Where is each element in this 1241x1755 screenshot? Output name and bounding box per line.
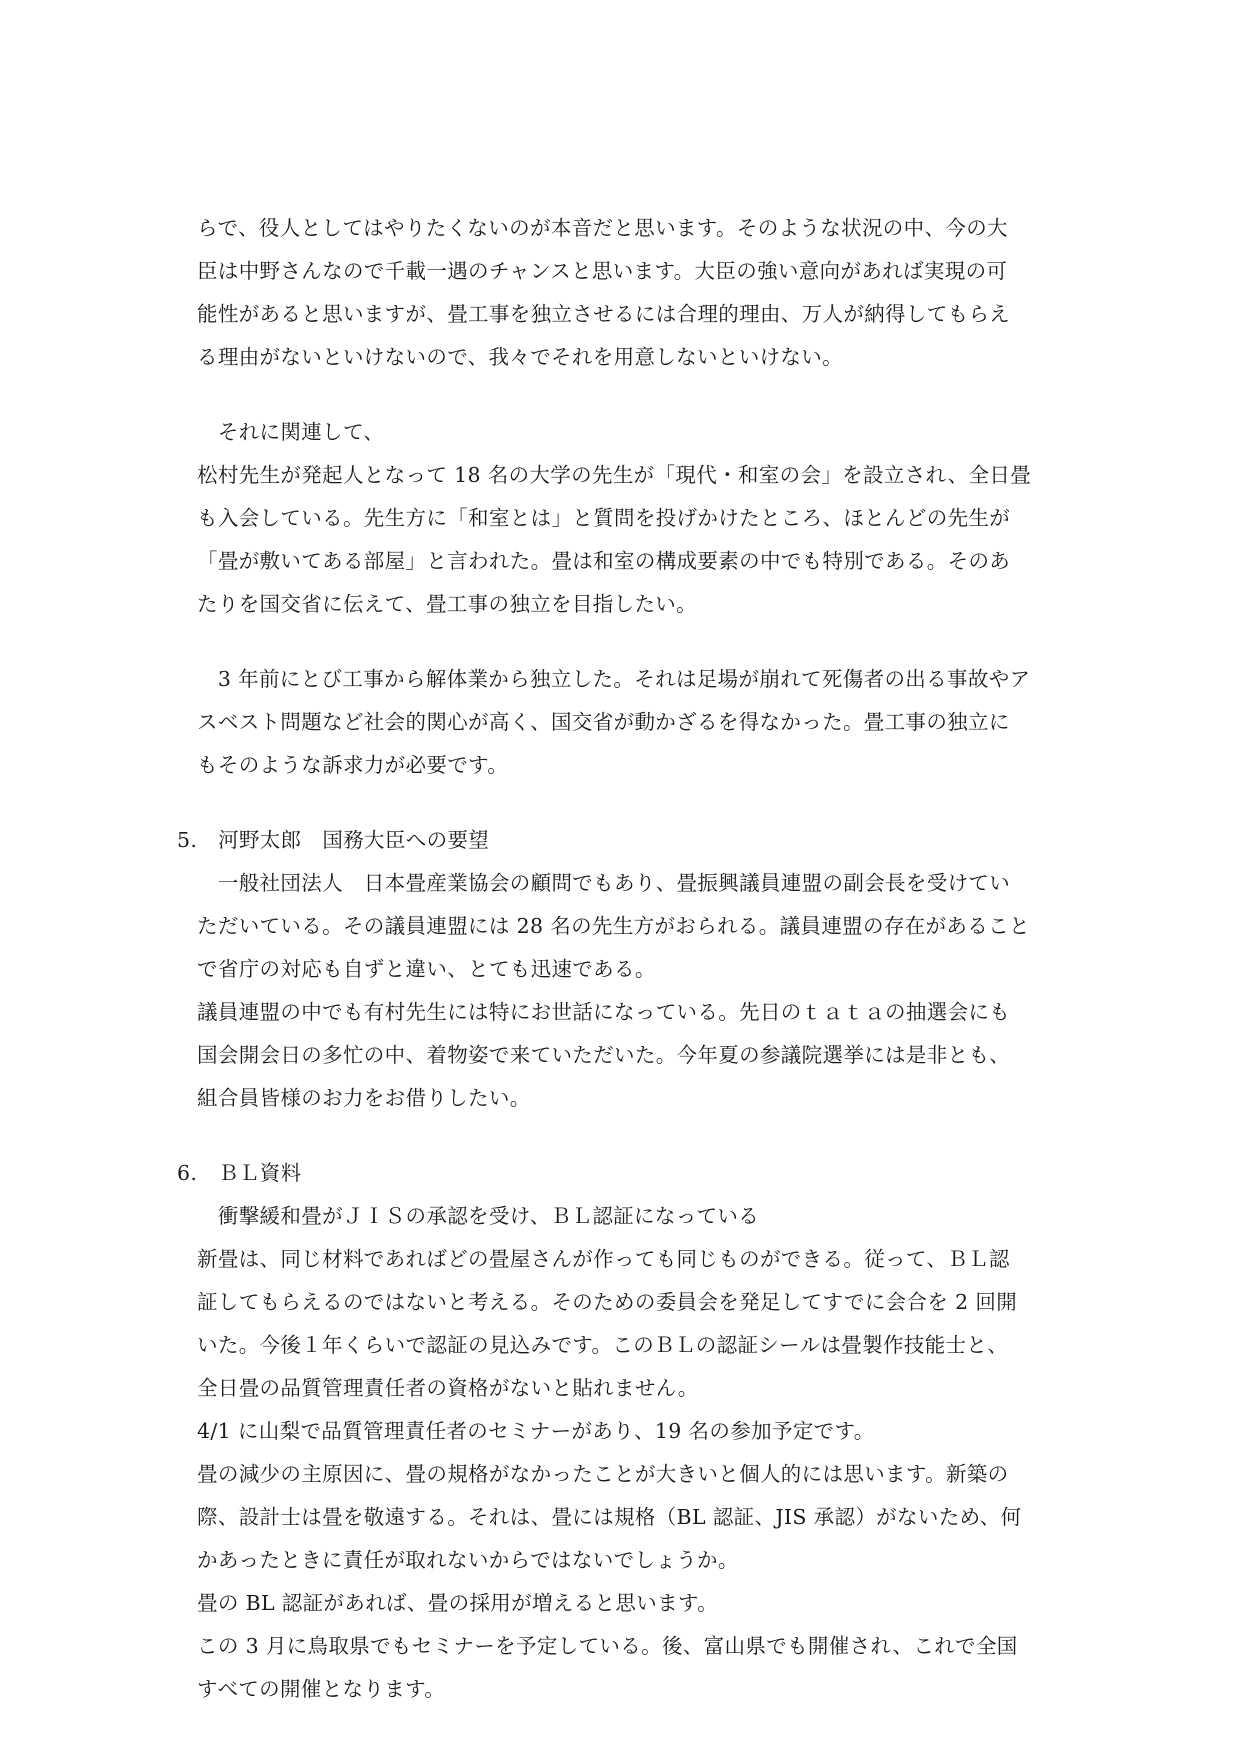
paragraph-2-line-4: 「畳が敷いてある部屋」と言われた。畳は和室の構成要素の中でも特別である。そのあ <box>197 549 1011 573</box>
section-6-line-12: すべての開催となります。 <box>197 1677 446 1701</box>
section-6-line-11: この 3 月に鳥取県でもセミナーを予定している。後、富山県でも開催され、これで全国 <box>197 1634 1018 1658</box>
paragraph-3-line-2: スベスト問題など社会的関心が高く、国交省が動かざるを得なかった。畳工事の独立に <box>197 710 1010 734</box>
section-6-line-5: 全日畳の品質管理責任者の資格がないと貼れません。 <box>197 1376 699 1400</box>
section-6-line-4: いた。今後１年くらいで認証の見込みです。このＢＬの認証シールは畳製作技能士と、 <box>197 1333 1009 1357</box>
section-5-line-6: 組合員皆様のお力をお借りしたい。 <box>197 1086 531 1110</box>
paragraph-1-line-1: らで、役人としてはやりたくないのが本音だと思います。そのような状況の中、今の大 <box>197 216 1008 240</box>
section-6-line-6: 4/1 に山梨で品質管理責任者のセミナーがあり、19 名の参加予定です。 <box>197 1419 875 1443</box>
paragraph-2-line-5: たりを国交省に伝えて、畳工事の独立を目指したい。 <box>197 592 697 616</box>
paragraph-2-line-2: 松村先生が発起人となって 18 名の大学の先生が「現代・和室の会」を設立され、全日畳 <box>197 463 1032 487</box>
section-5-heading: 5. 河野太郎 国務大臣への要望 <box>177 828 490 852</box>
paragraph-3-line-1: 3 年前にとび工事から解体業から独立した。それは足場が崩れて死傷者の出る事故やア <box>197 667 1031 691</box>
paragraph-1-line-2: 臣は中野さんなので千載一遇のチャンスと思います。大臣の強い意向があれば実現の可 <box>197 259 1008 283</box>
section-5-line-3: で省庁の対応も自ずと違い、とても迅速である。 <box>197 957 656 981</box>
section-5-line-1: 一般社団法人 日本畳産業協会の顧問でもあり、畳振興議員連盟の副会長を受けてい <box>197 871 1011 895</box>
section-6-line-9: かあったときに責任が取れないからではないでしょうか。 <box>197 1548 739 1572</box>
section-6-line-3: 証してもらえるのではないと考える。そのための委員会を発足してすでに会合を 2 回開 <box>197 1290 1018 1314</box>
paragraph-3-line-3: もそのような訴求力が必要です。 <box>197 753 509 777</box>
section-6-heading: 6. ＢＬ資料 <box>177 1161 302 1185</box>
section-5-line-4: 議員連盟の中でも有村先生には特にお世話になっている。先日のｔａｔａの抽選会にも <box>197 1000 1011 1024</box>
section-6-line-8: 際、設計士は畳を敬遠する。それは、畳には規格（BL 認証、JIS 承認）がないため、何 <box>197 1505 1022 1529</box>
section-5-line-2: ただいている。その議員連盟には 28 名の先生方がおられる。議員連盟の存在があること <box>197 914 1030 938</box>
section-6-line-7: 畳の減少の主原因に、畳の規格がなかったことが大きいと個人的には思います。新築の <box>197 1462 1009 1486</box>
paragraph-2-line-1: それに関連して、 <box>197 420 385 444</box>
section-6-line-1: 衝撃緩和畳がＪＩＳの承認を受け、ＢＬ認証になっている <box>197 1204 760 1228</box>
paragraph-2-line-3: も入会している。先生方に「和室とは」と質問を投げかけたところ、ほとんどの先生が <box>197 506 1011 530</box>
paragraph-1-line-4: る理由がないといけないので、我々でそれを用意しないといけない。 <box>197 345 843 369</box>
section-6-line-2: 新畳は、同じ材料であればどの畳屋さんが作っても同じものができる。従って、ＢＬ認 <box>197 1247 1010 1271</box>
section-5-line-5: 国会開会日の多忙の中、着物姿で来ていただいた。今年夏の参議院選挙には是非とも、 <box>197 1043 1011 1067</box>
paragraph-1-line-3: 能性があると思いますが、畳工事を独立させるには合理的理由、万人が納得してもらえ <box>197 302 1011 326</box>
section-6-line-10: 畳の BL 認証があれば、畳の採用が増えると思います。 <box>197 1591 719 1615</box>
